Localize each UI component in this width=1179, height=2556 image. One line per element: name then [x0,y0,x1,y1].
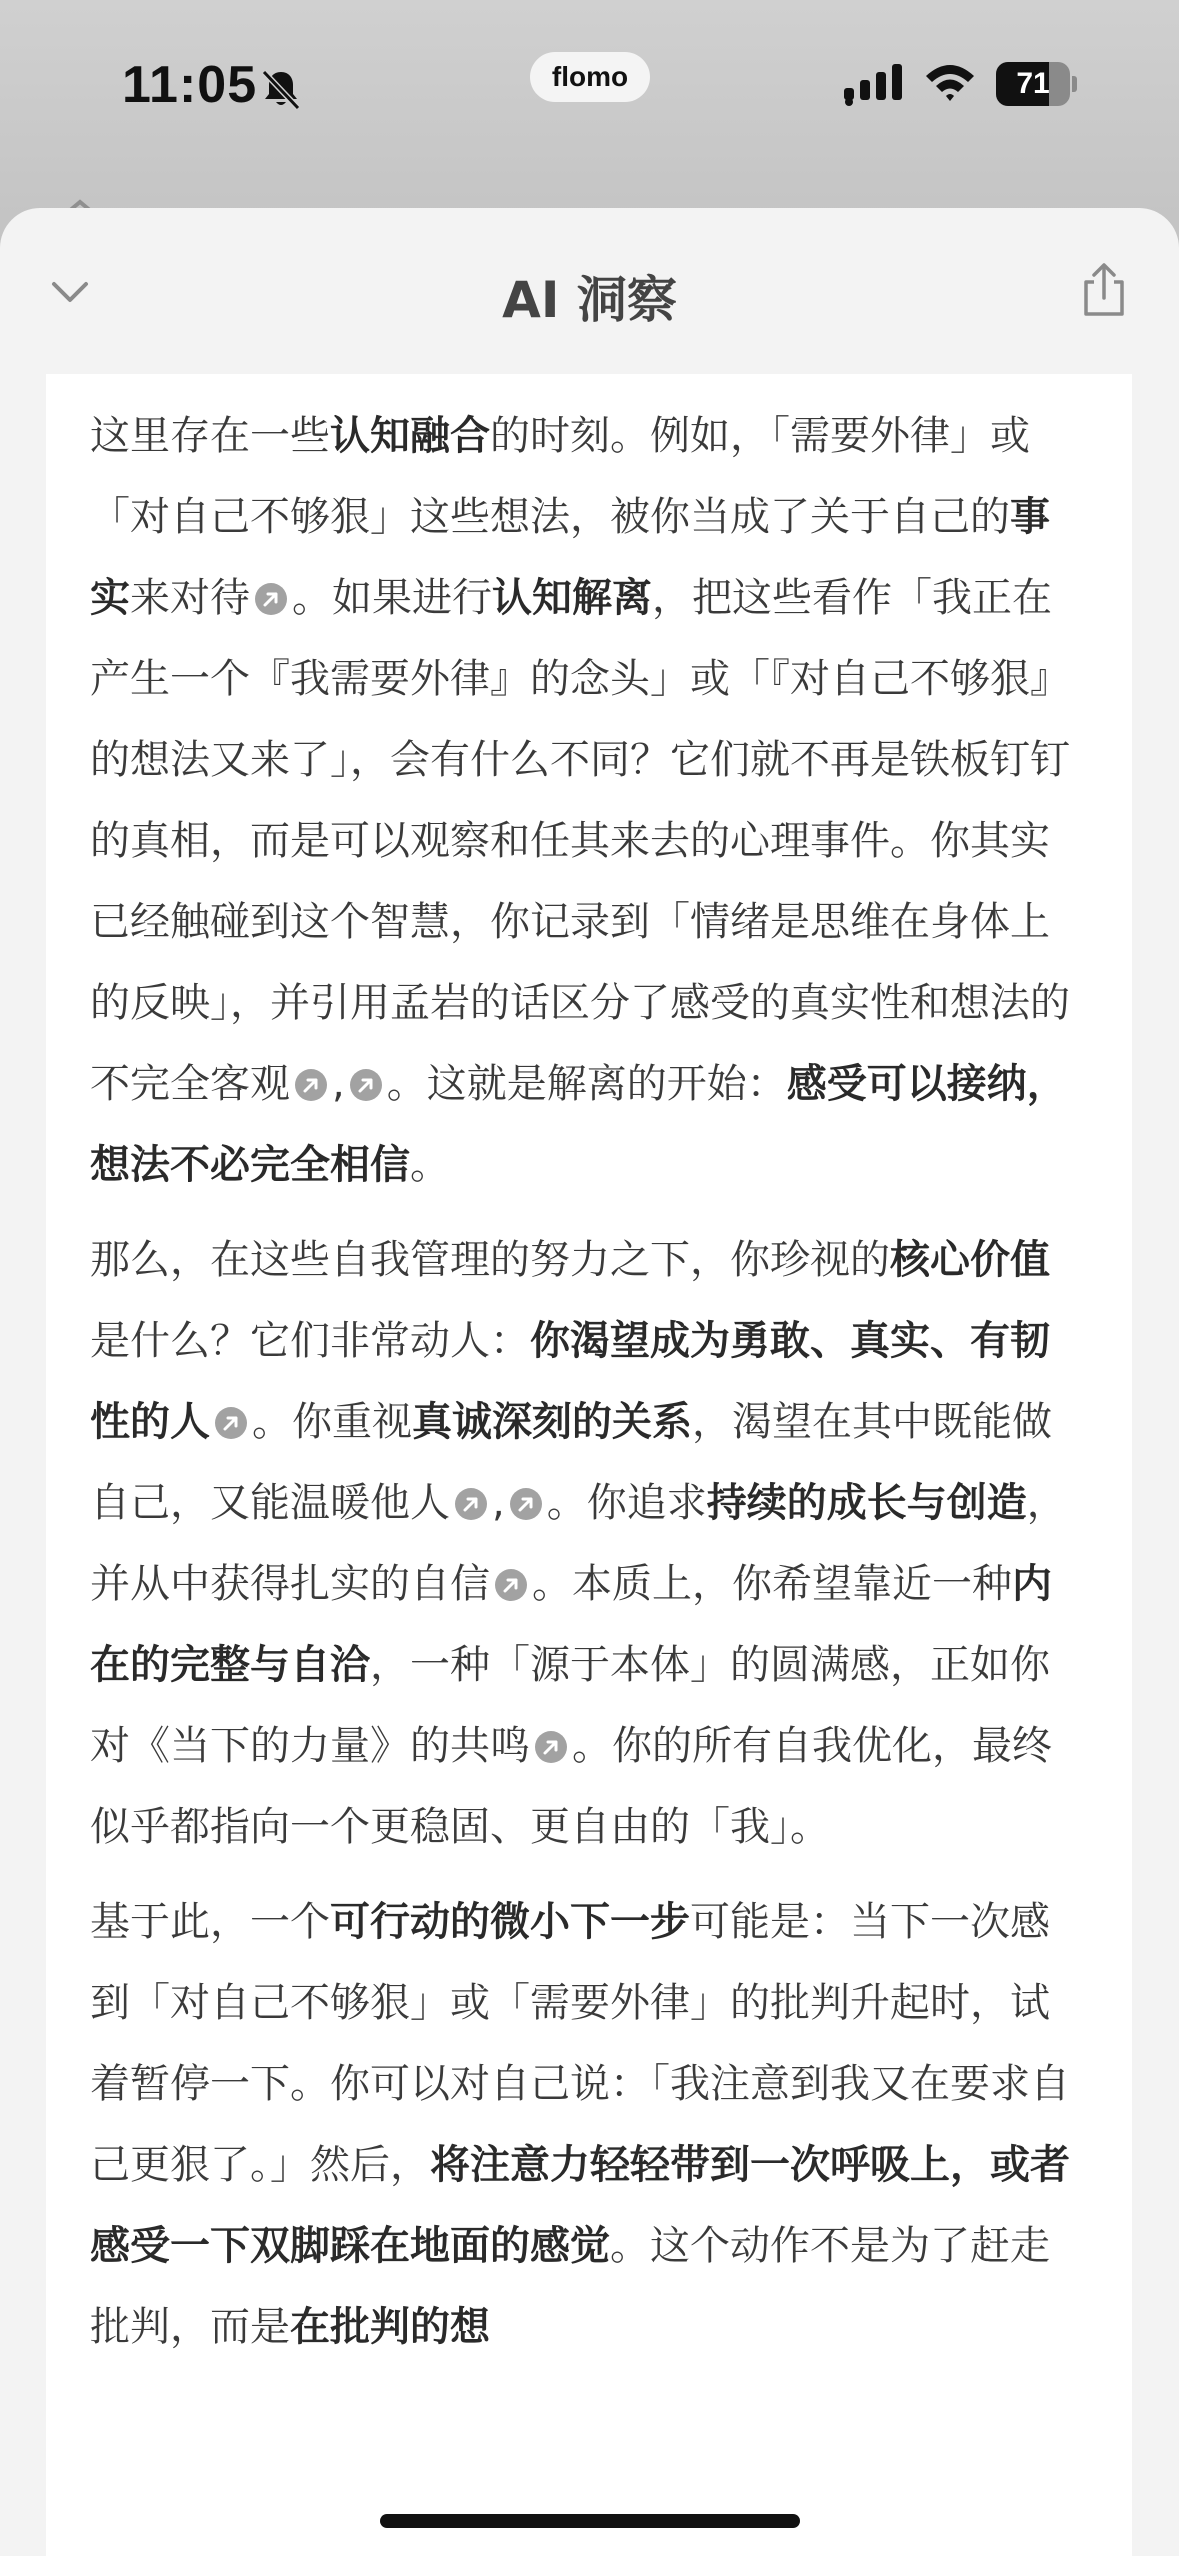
battery-body [996,62,1070,106]
battery-level: 71 [1016,67,1050,100]
bold-text: 事实 [90,494,1050,621]
text-run: 的时刻。例如，「需要外律」或「对自己不够狠」这些想法，被你当成了关于自己的 [90,413,1030,540]
text-run: 。你追求 [546,1480,707,1526]
insight-card [46,374,1132,2556]
bold-text: 感受可以接纳，想法不必完全相信 [90,1061,1067,1188]
text-run: 。你重视 [252,1399,412,1445]
status-time: 11:05 [122,56,258,114]
arrow-up-right-circle-icon[interactable] [294,1068,328,1102]
text-run: 。本质上，你希望靠近一种 [532,1561,1012,1607]
bell-slash-icon [258,66,304,112]
app-pill[interactable]: flomo [530,52,650,102]
arrow-up-right-circle-icon[interactable] [534,1730,568,1764]
reference-separator: , [492,1480,505,1526]
text-run: 。如果进行 [292,575,492,621]
arrow-up-right-circle-icon[interactable] [454,1487,488,1521]
bold-text: 认知解离 [492,575,652,621]
ai-insight-sheet [0,208,1179,2556]
bold-text: 将注意力轻轻带到一次呼吸上，或者感受一下双脚踩在地面的感觉 [90,2142,1070,2269]
share-icon[interactable] [1076,260,1132,320]
text-run: 这里存在一些 [90,413,330,459]
sheet-title: AI 洞察 [502,271,677,329]
bold-text: 持续的成长与创造 [706,1480,1027,1526]
arrow-up-right-circle-icon[interactable] [349,1068,383,1102]
insight-paragraph-1 [90,396,1086,1206]
arrow-up-right-circle-icon[interactable] [254,582,288,616]
bold-text: 认知融合 [330,413,490,459]
text-run: 。 [410,1142,450,1188]
insight-paragraph-2 [90,1220,1086,1868]
wifi-icon [922,60,978,106]
text-run: 那么，在这些自我管理的努力之下，你珍视的 [90,1237,890,1283]
bold-text: 在批判的想 [290,2304,490,2350]
arrow-up-right-circle-icon[interactable] [494,1568,528,1602]
text-run: ，渴望在其中既能做自己，又能温暖他人 [90,1399,1052,1526]
text-run: 基于此，一个 [90,1899,330,1945]
battery-indicator [996,62,1076,106]
bold-text: 可行动的微小下一步 [330,1899,690,1945]
sheet-header [0,208,1179,368]
arrow-up-right-circle-icon[interactable] [214,1406,248,1440]
text-run: 。这个动作不是为了赶走批判，而是 [90,2223,1050,2350]
bold-text: 你渴望成为勇敢、真实、有韧性的人 [90,1318,1050,1445]
arrow-up-right-circle-icon[interactable] [509,1487,543,1521]
text-run: 是什么？它们非常动人： [90,1318,530,1364]
status-bar [0,0,1179,170]
text-run: 来对待 [130,575,250,621]
cellular-signal-icon [844,62,906,106]
home-indicator[interactable] [380,2514,800,2528]
bold-text: 内在的完整与自洽 [90,1561,1052,1688]
text-run: 可能是：当下一次感到「对自己不够狠」或「需要外律」的批判升起时，试着暂停一下。你可以对自己说：「我注意到我又在要求自己更狠了。」然后， [90,1899,1070,2188]
battery-cap [1072,76,1077,92]
bold-text: 真诚深刻的关系 [412,1399,692,1445]
text-run: ，把这些看作「我正在产生一个『我需要外律』的念头」或「『对自己不够狠』的想法又来了」，会有什么不同？它们就不再是铁板钉钉的真相，而是可以观察和任其来去的心理事件。你其实已经触碰到这个智慧，你记录到「情绪是思维在身体上的反映」，并引用孟岩的话区分了感受的真实性和想法的不完全客观 [90,575,1070,1107]
text-run: ，并从中获得扎实的自信 [90,1480,1067,1607]
bold-text: 核心价值 [890,1237,1050,1283]
reference-separator: , [332,1061,345,1107]
text-run: 。你的所有自我优化，最终似乎都指向一个更稳固、更自由的「我」。 [90,1723,1052,1850]
insight-paragraph-3 [90,1882,1086,2368]
text-run: 。这就是解离的开始： [386,1061,787,1107]
text-run: ，一种「源于本体」的圆满感，正如你对《当下的力量》的共鸣 [90,1642,1050,1769]
